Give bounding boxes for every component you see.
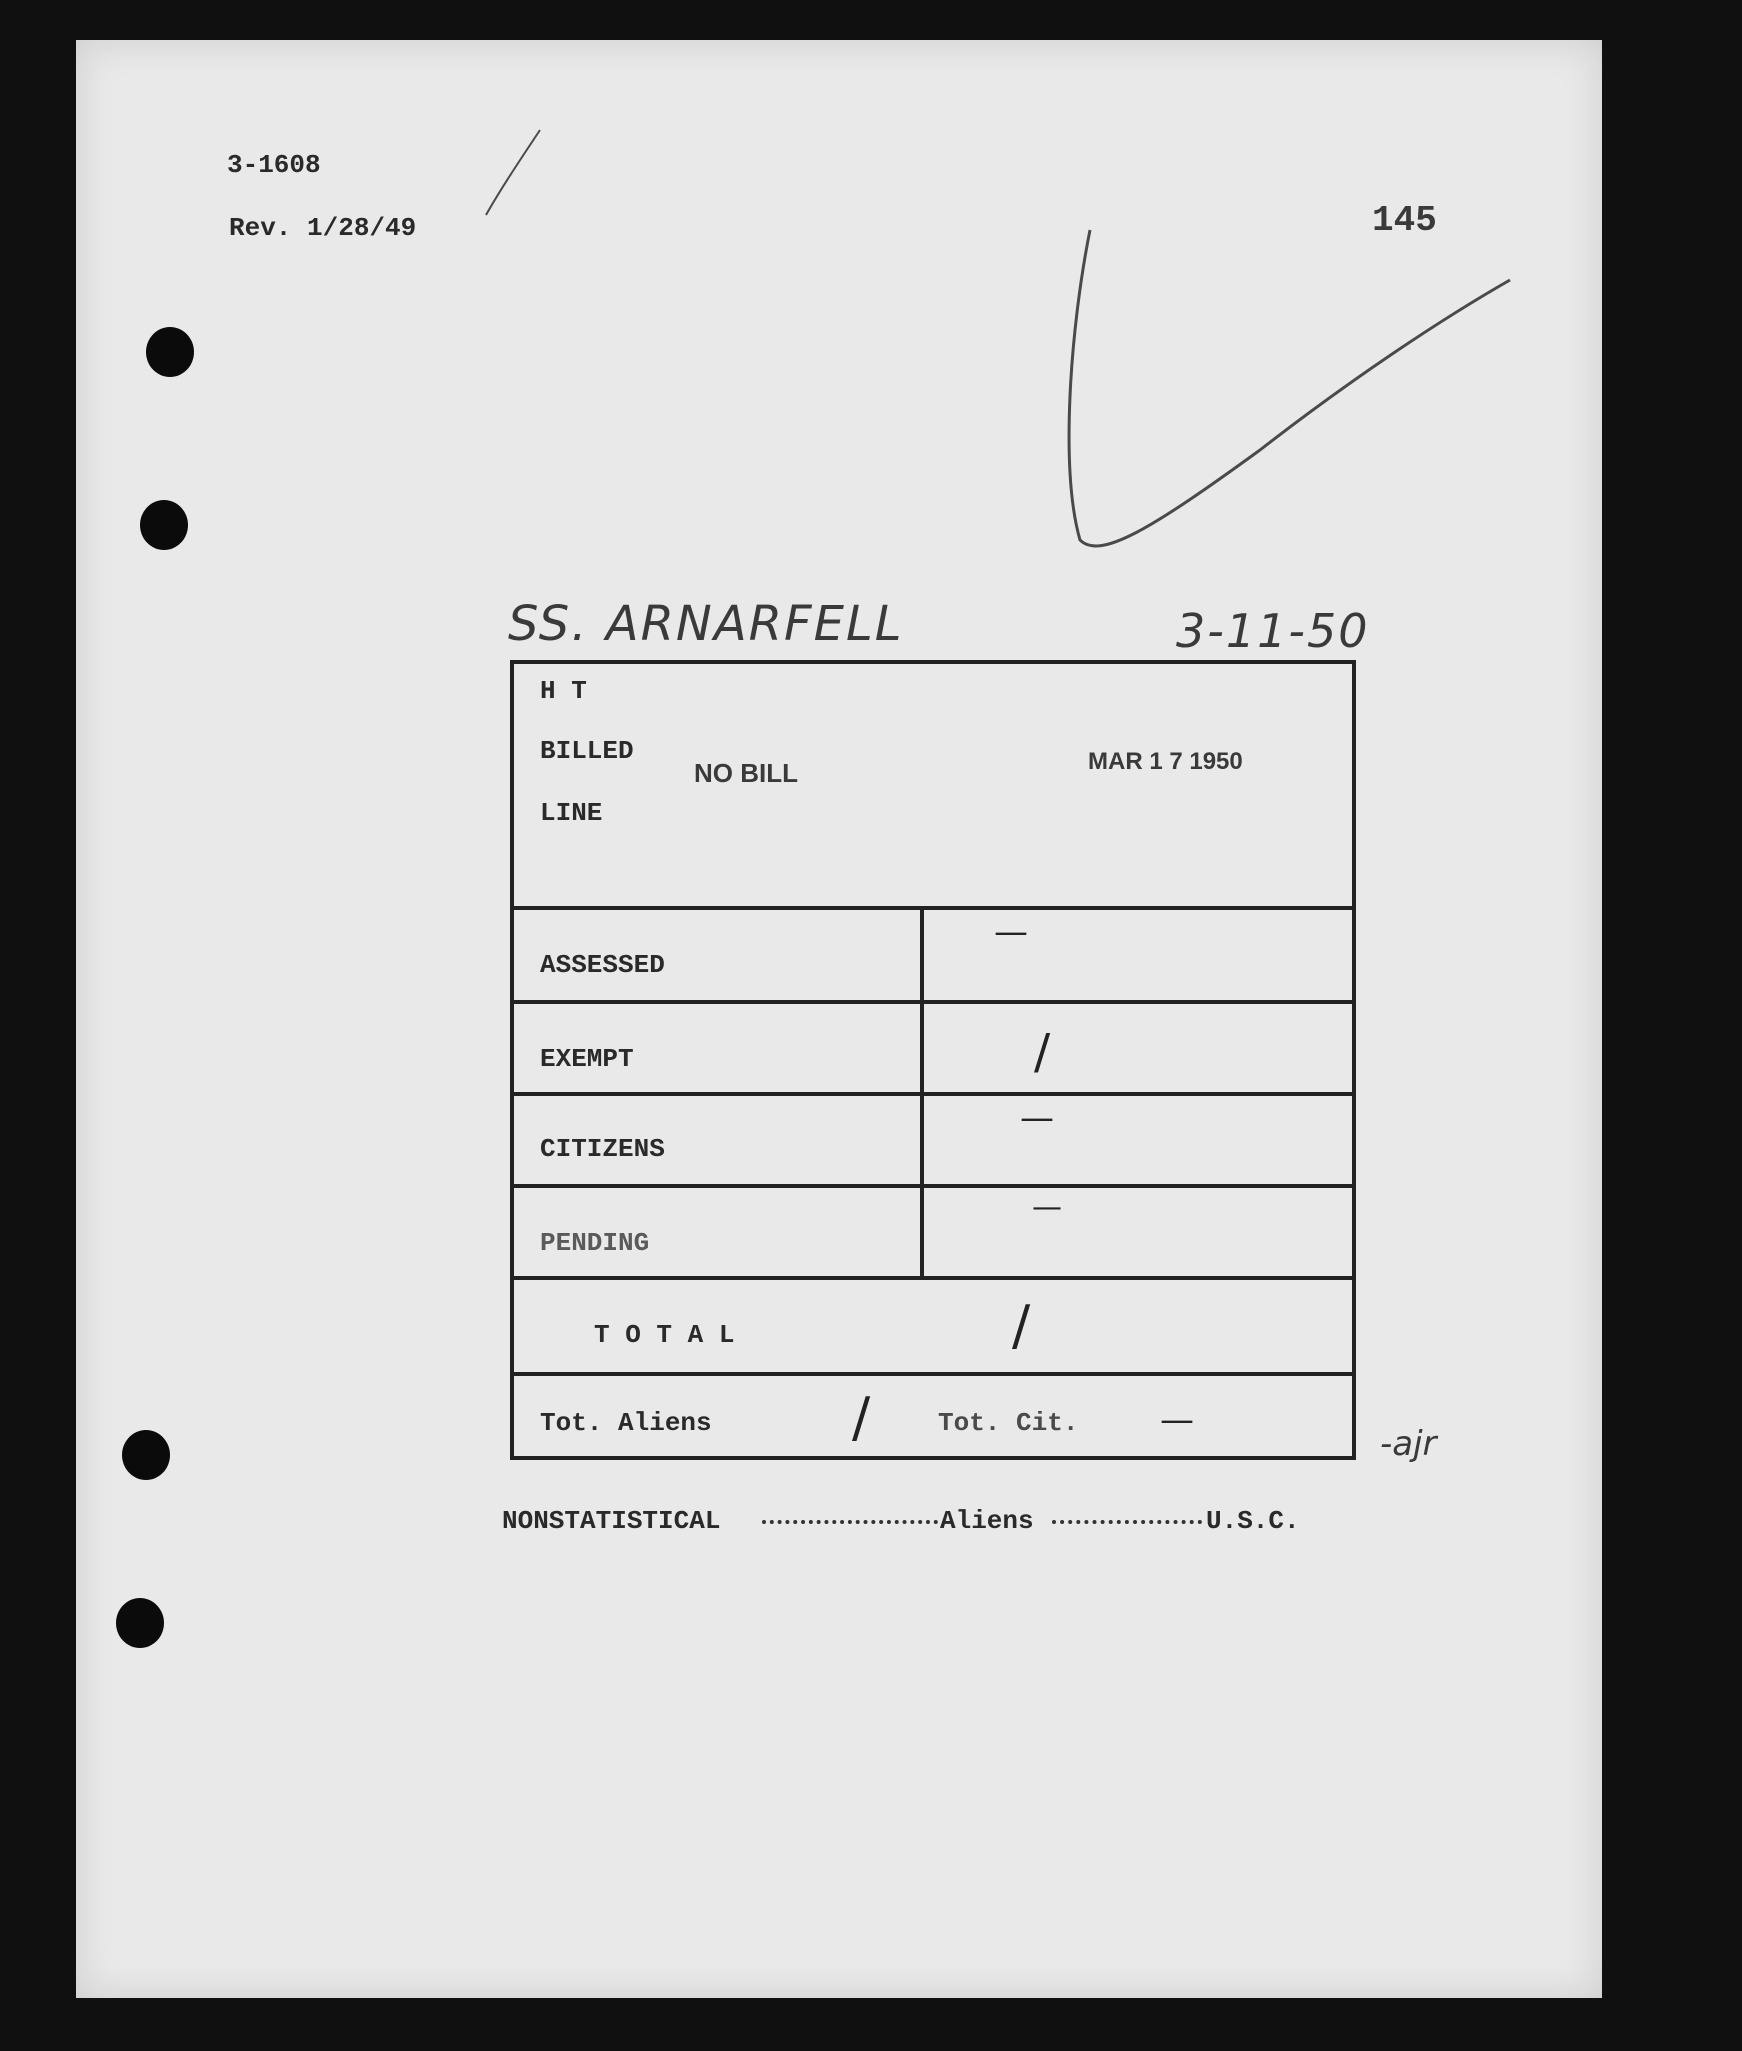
divider bbox=[514, 1092, 1352, 1096]
total-value: / bbox=[1012, 1294, 1031, 1357]
row-label: PENDING bbox=[540, 1228, 650, 1258]
ht-label: H T bbox=[540, 676, 587, 706]
billed-label: BILLED bbox=[540, 736, 634, 766]
revision-date: Rev. 1/28/49 bbox=[229, 213, 417, 243]
total-aliens-value: / bbox=[852, 1386, 871, 1449]
page-number: 145 bbox=[1372, 200, 1437, 241]
total-citizens-label: Tot. Cit. bbox=[938, 1408, 1079, 1438]
divider bbox=[514, 1184, 1352, 1188]
divider bbox=[514, 1372, 1352, 1376]
row-label: EXEMPT bbox=[540, 1044, 634, 1074]
nonstatistical-label: NONSTATISTICAL bbox=[502, 1506, 721, 1536]
date-stamp: MAR 1 7 1950 bbox=[1088, 748, 1243, 775]
total-citizens-value: — bbox=[1160, 1400, 1194, 1440]
line-label: LINE bbox=[540, 798, 603, 828]
row-value: / bbox=[1034, 1024, 1051, 1080]
tally-form-box bbox=[510, 660, 1356, 1460]
form-number: 3-1608 bbox=[227, 150, 321, 180]
row-label: CITIZENS bbox=[540, 1134, 665, 1164]
usc-blank bbox=[1052, 1520, 1202, 1524]
aliens-blank bbox=[762, 1520, 938, 1524]
divider bbox=[514, 1000, 1352, 1004]
total-aliens-label: Tot. Aliens bbox=[540, 1408, 712, 1438]
total-label: T O T A L bbox=[594, 1320, 735, 1350]
row-label: ASSESSED bbox=[540, 950, 665, 980]
usc-label: U.S.C. bbox=[1206, 1506, 1300, 1536]
column-divider bbox=[920, 906, 924, 1278]
divider bbox=[514, 906, 1352, 910]
row-value: — bbox=[994, 912, 1028, 952]
row-value: — bbox=[1032, 1190, 1062, 1225]
aliens-label: Aliens bbox=[940, 1506, 1034, 1536]
ship-name-handwritten: SS. ARNARFELL bbox=[508, 596, 904, 652]
row-value: — bbox=[1020, 1098, 1054, 1138]
no-bill-stamp: NO BILL bbox=[694, 758, 798, 788]
divider bbox=[514, 1276, 1352, 1280]
initials-handwritten: -ajr bbox=[1380, 1424, 1437, 1464]
date-handwritten: 3-11-50 bbox=[1176, 604, 1370, 658]
